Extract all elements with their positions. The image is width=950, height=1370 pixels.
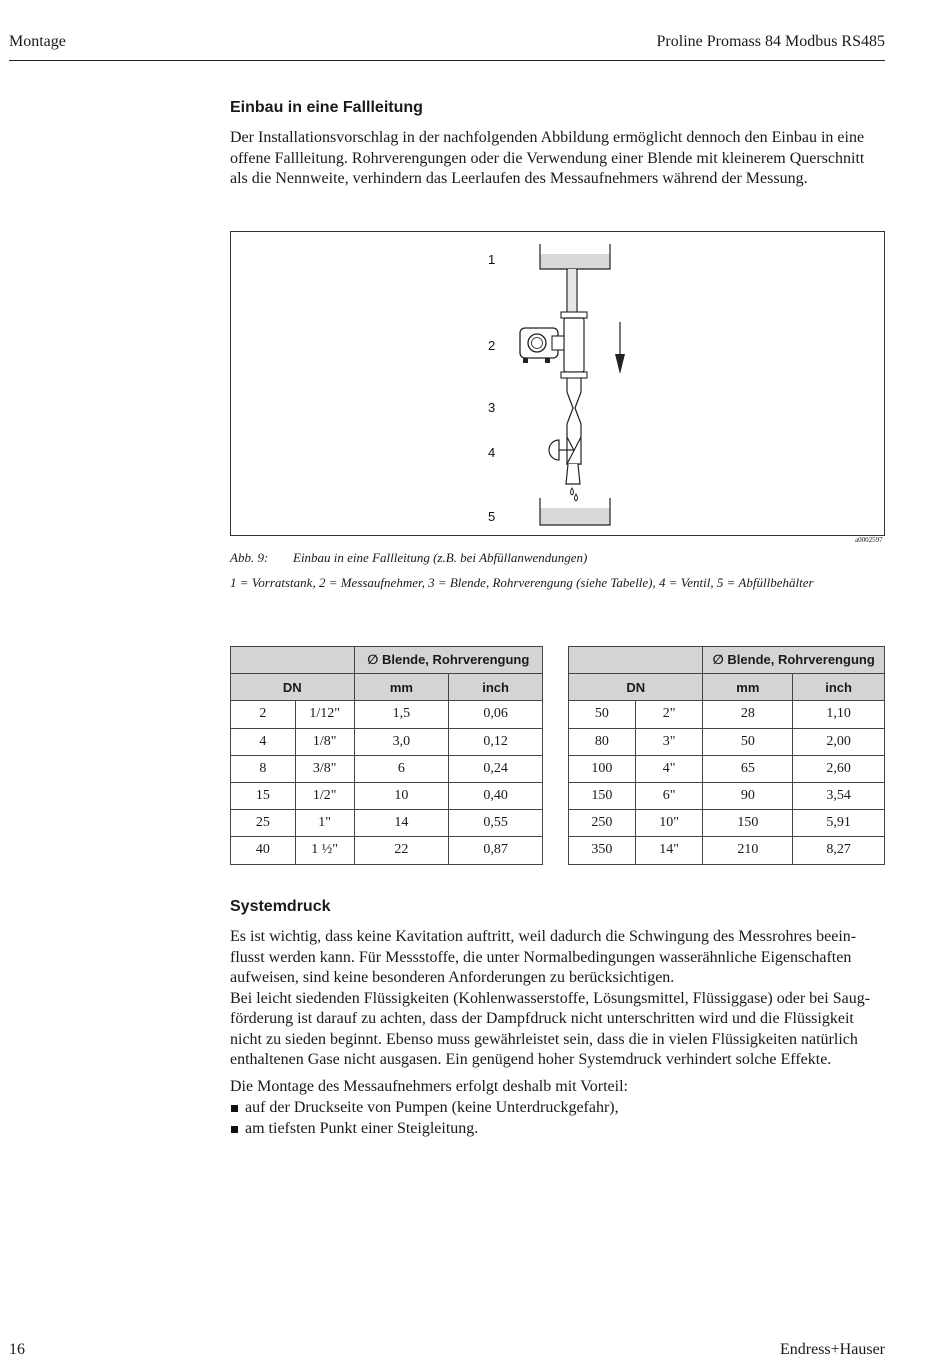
table-row: 40 1 ½" 22 0,87 — [231, 837, 543, 864]
table-row: 100 4" 65 2,60 — [569, 755, 885, 782]
page-number: 16 — [9, 1341, 25, 1358]
figure-label-1: 1 — [488, 252, 496, 267]
orifice-table-right — [568, 646, 885, 865]
drop-icon — [575, 494, 578, 501]
figure-legend: 1 = Vorratstank, 2 = Messaufnehmer, 3 = Blende, Rohrverengung (siehe Tabelle), 4 = Ventil, 5 = Abfüllbehälter — [230, 575, 814, 590]
figure-label-2: 2 — [488, 338, 496, 353]
figure-title: Einbau in eine Fallleitung (z.B. bei Abfüllanwendungen) — [293, 550, 588, 565]
text-line: aufweisen, sind keine besonderen Anforderungen zu berücksichtigen. — [230, 969, 675, 986]
table-row: 25 1" 14 0,55 — [231, 810, 543, 837]
lower-flange-icon — [561, 372, 587, 378]
section-title-fallleitung: Einbau in eine Fallleitung — [230, 99, 423, 116]
table-row: 50 2" 28 1,10 — [569, 701, 885, 728]
table-header-dn: DN — [231, 674, 355, 701]
chapter-title: Montage — [9, 33, 66, 50]
figure-label-4: 4 — [488, 445, 496, 460]
mounting-list — [230, 1098, 885, 1139]
table-header-inch: inch — [449, 674, 543, 701]
valve-icon — [549, 437, 581, 464]
sensor-body-icon — [564, 318, 584, 372]
table-row: 2 1/12" 1,5 0,06 — [231, 701, 543, 728]
text-line: Bei leicht siedenden Flüssigkeiten (Kohlenwasserstoffe, Lösungsmittel, Flüssiggase) oder bei Saug- — [230, 989, 871, 1007]
table-row: 4 1/8" 3,0 0,12 — [231, 728, 543, 755]
figure-caption — [230, 550, 587, 566]
table-row: 80 3" 50 2,00 — [569, 728, 885, 755]
flow-direction-arrow-icon — [615, 322, 625, 374]
table-row: 15 1/2" 10 0,40 — [231, 782, 543, 809]
text-line: flusst werden kann. Für Messstoffe, die unter Normalbedingungen wasserähnliche Eigenschaften — [230, 948, 852, 966]
bullet-square-icon — [231, 1105, 238, 1112]
section-body-fallleitung: Der Installationsvorschlag in der nachfolgenden Abbildung ermöglicht dennoch den Einbau in eine offene Fallleitung. Rohrverengungen oder die Verwendung einer Blende mit kleinerem Querschnitt als die Nennweite, verhindern das Leerlaufen des Messaufnehmers während der Messung. — [230, 129, 865, 187]
table-header-inch: inch — [793, 674, 885, 701]
drop-icon — [571, 488, 574, 495]
table-header-group: ∅ Blende, Rohrverengung — [703, 647, 885, 674]
figure-id: a0002597 — [855, 536, 883, 544]
mounting-intro: Die Montage des Messaufnehmers erfolgt deshalb mit Vorteil: — [230, 1078, 628, 1095]
footer-brand: Endress+Hauser — [780, 1341, 885, 1358]
figure-label-3: 3 — [488, 400, 496, 415]
installation-figure — [230, 231, 885, 536]
text-line: enthaltenen Gase nicht ausgasen. Ein genügend hoher Systemdruck verhindert solche Effekte. — [230, 1051, 832, 1068]
table-row: 350 14" 210 8,27 — [569, 837, 885, 864]
installation-diagram — [231, 232, 883, 534]
text-line: nicht zu sieden beginnt. Ebenso muss gewährleistet sein, dass die in vielen Flüssigkeiten natürlich — [230, 1030, 858, 1048]
bullet-square-icon — [231, 1126, 238, 1133]
text-line: förderung ist darauf zu achten, dass der Dampfdruck nicht unterschritten wird und die Flüssigkeit — [230, 1010, 854, 1027]
table-row: 150 6" 90 3,54 — [569, 782, 885, 809]
orifice-table-left — [230, 646, 543, 865]
table-header-mm: mm — [354, 674, 449, 701]
figure-label-5: 5 — [488, 509, 496, 524]
list-item: auf der Druckseite von Pumpen (keine Unterdruckgefahr), — [230, 1098, 885, 1119]
upper-tank-fill — [540, 254, 610, 269]
restriction-icon — [567, 392, 581, 424]
section-body-systemdruck — [230, 927, 885, 1071]
table-row: 250 10" 150 5,91 — [569, 810, 885, 837]
table-header-group: ∅ Blende, Rohrverengung — [354, 647, 542, 674]
section-title-systemdruck: Systemdruck — [230, 898, 331, 915]
table-row: 8 3/8" 6 0,24 — [231, 755, 543, 782]
page-header — [9, 31, 885, 61]
table-header-dn: DN — [569, 674, 703, 701]
table-header-mm: mm — [703, 674, 793, 701]
upper-flange-icon — [561, 312, 587, 318]
document-title: Proline Promass 84 Modbus RS485 — [656, 33, 885, 50]
lower-container-fill — [540, 508, 610, 525]
transmitter-icon — [520, 328, 564, 363]
list-item: am tiefsten Punkt einer Steigleitung. — [230, 1119, 885, 1140]
figure-number: Abb. 9: — [230, 550, 269, 565]
text-line: Es ist wichtig, dass keine Kavitation auftritt, weil dadurch die Schwingung des Messrohres beein- — [230, 928, 857, 945]
